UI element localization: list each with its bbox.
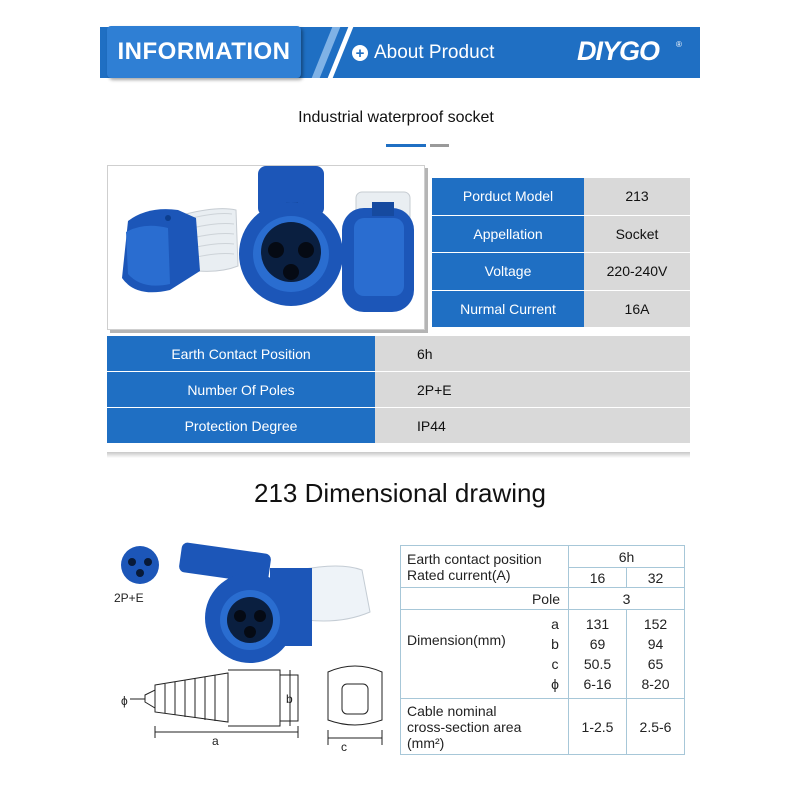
product-photo (107, 165, 425, 330)
about-product-label: About Product (374, 42, 495, 63)
spec-label: Porduct Model (432, 178, 584, 215)
dim-key: ϕ (551, 676, 559, 692)
table-cell (569, 610, 627, 699)
dim-value-32: 65 (647, 656, 664, 672)
banner-stripe (312, 27, 341, 78)
cable-label: Cable nominal (407, 702, 497, 719)
spec-label: Earth Contact Position (107, 336, 375, 371)
table-row (401, 610, 685, 699)
table-cell (401, 546, 569, 588)
dim-value-16: 6-16 (583, 676, 612, 692)
table-row (107, 336, 690, 372)
pin-layout-label: 2P+E (114, 591, 144, 605)
spec-value: 6h (375, 336, 690, 371)
current-label: Rated current(A) (407, 566, 511, 583)
table-row (107, 408, 690, 444)
dimensional-drawing (110, 540, 395, 765)
table-row (432, 253, 690, 291)
end-view-outline (328, 666, 382, 745)
socket-3d-view (178, 542, 370, 663)
about-product-link[interactable] (352, 42, 494, 64)
table-cell (401, 610, 569, 699)
table-cell (401, 699, 569, 755)
spec-value: Socket (584, 216, 690, 253)
registered-mark: ® (676, 40, 682, 49)
dim-value-32: 8-20 (641, 676, 670, 692)
dim-key: a (551, 616, 559, 632)
spec-value: IP44 (375, 408, 690, 443)
dim-value-16: 50.5 (583, 656, 612, 672)
earth-value: 6h (569, 546, 685, 568)
dim-key: b (551, 636, 559, 652)
socket-photo-illustration (108, 166, 426, 331)
table-row (432, 178, 690, 216)
cable-32: 2.5-6 (627, 699, 685, 755)
spec-label: Voltage (432, 253, 584, 290)
brand-logo: DIYGO (577, 36, 660, 66)
dim-value-16: 69 (589, 636, 606, 652)
spec-label: Protection Degree (107, 408, 375, 443)
table-row (432, 291, 690, 329)
current-32: 32 (627, 568, 685, 588)
spec-label: Nurmal Current (432, 291, 584, 328)
dimension-b-label: b (286, 692, 293, 706)
socket-side-view (122, 209, 238, 293)
divider-accent (430, 144, 449, 147)
socket-front-view (239, 166, 343, 306)
table-row (401, 588, 685, 610)
product-subtitle: Industrial waterproof socket (298, 109, 494, 126)
spec-label: Number Of Poles (107, 372, 375, 407)
plus-circle-icon: + (352, 45, 368, 61)
cable-label: cross-section area (407, 718, 522, 735)
pin-layout-icon (121, 546, 159, 584)
table-row (401, 546, 685, 568)
spec-value: 220-240V (584, 253, 690, 290)
dim-value-32: 94 (647, 636, 664, 652)
divider-accent (386, 144, 426, 147)
pole-label: Pole (401, 588, 569, 610)
earth-label: Earth contact position (407, 550, 542, 567)
spec-label: Appellation (432, 216, 584, 253)
socket-back-view (342, 192, 414, 312)
spec-value: 2P+E (375, 372, 690, 407)
table-row (401, 699, 685, 755)
dim-value-32: 152 (643, 616, 668, 632)
spec-table (432, 178, 690, 328)
cable-label: (mm²) (407, 734, 445, 751)
dimension-a-label: a (212, 734, 219, 748)
cable-16: 1-2.5 (569, 699, 627, 755)
drawing-title: 213 Dimensional drawing (254, 478, 546, 508)
spec-table-secondary (107, 336, 690, 444)
dim-key: c (551, 656, 559, 672)
dimension-table (400, 545, 685, 755)
table-cell (627, 610, 685, 699)
spec-value: 213 (584, 178, 690, 215)
table-row (107, 372, 690, 408)
current-16: 16 (569, 568, 627, 588)
pole-value: 3 (569, 588, 685, 610)
side-view-outline (130, 670, 298, 738)
dim-value-16: 131 (585, 616, 610, 632)
information-tab[interactable]: INFORMATION (107, 26, 301, 78)
table-row (432, 216, 690, 254)
dimension-phi-label: ϕ (121, 694, 128, 708)
dimension-c-label: c (341, 740, 347, 754)
dimension-label: Dimension(mm) (407, 632, 506, 648)
table-shadow (107, 452, 690, 458)
spec-value: 16A (584, 291, 690, 328)
